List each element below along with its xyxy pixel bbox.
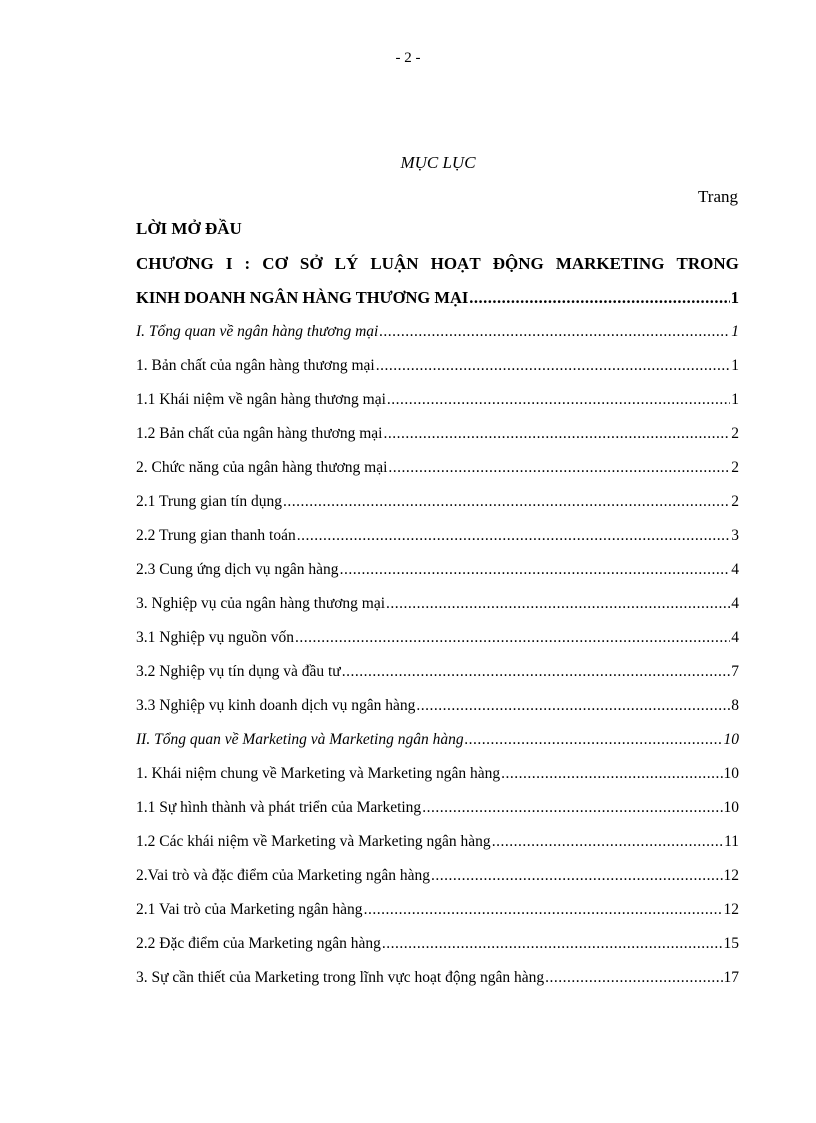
- dot-leader: [501, 764, 722, 784]
- chapter-word: MARKETING: [555, 254, 665, 273]
- toc-entry-text: 2. Chức năng của ngân hàng thương mại: [136, 459, 388, 476]
- toc-entry-page: 17: [723, 969, 739, 986]
- dot-leader: [387, 390, 730, 410]
- toc-entry-page: 12: [723, 901, 739, 918]
- toc-entry-page: 1: [730, 288, 739, 307]
- toc-entry[interactable]: [136, 934, 739, 968]
- toc-entry-page: 7: [731, 663, 739, 680]
- toc-entry[interactable]: [136, 560, 739, 594]
- toc-entry[interactable]: [136, 900, 739, 934]
- toc-entry-page: 15: [723, 935, 739, 952]
- toc-entry-text: 1. Khái niệm chung về Marketing và Marketing ngân hàng: [136, 765, 501, 782]
- chapter-heading-line2[interactable]: [136, 288, 739, 322]
- toc-entry[interactable]: [136, 764, 739, 798]
- toc-entry-text: 2.1 Vai trò của Marketing ngân hàng: [136, 901, 363, 918]
- dot-leader: [545, 968, 722, 988]
- toc-entry-text: 1. Bản chất của ngân hàng thương mại: [136, 357, 375, 374]
- dot-leader: [383, 424, 730, 444]
- toc-entry-page: 4: [731, 595, 739, 612]
- toc-entry-page: 4: [731, 629, 739, 646]
- dot-leader: [386, 594, 730, 614]
- toc-entry[interactable]: [136, 526, 739, 560]
- toc-entry-page: 10: [723, 765, 739, 782]
- dot-leader: [492, 832, 723, 852]
- dot-leader: [364, 900, 723, 920]
- toc-entry-page: 10: [723, 799, 739, 816]
- dot-leader: [431, 866, 723, 886]
- toc-entry-text: 3.1 Nghiệp vụ nguồn vốn: [136, 629, 295, 646]
- toc-entry[interactable]: [136, 458, 739, 492]
- chapter-heading-line1: [136, 254, 739, 288]
- dot-leader: [422, 798, 722, 818]
- toc-entry-text: 2.2 Đặc điểm của Marketing ngân hàng: [136, 935, 381, 952]
- dot-leader: [376, 356, 731, 376]
- chapter-word: CƠ: [262, 254, 288, 273]
- toc-entry-text: 1.2 Bản chất của ngân hàng thương mại: [136, 425, 383, 442]
- toc-entry-text: I. Tổng quan về ngân hàng thương mại: [136, 323, 379, 340]
- toc-entry[interactable]: [136, 866, 739, 900]
- toc-entry[interactable]: [136, 730, 739, 764]
- toc-entry-text: 2.3 Cung ứng dịch vụ ngân hàng: [136, 561, 339, 578]
- toc-title: MỤC LỤC: [400, 153, 476, 172]
- toc-entry[interactable]: [136, 322, 739, 356]
- toc-entry[interactable]: [136, 594, 739, 628]
- dot-leader: [342, 662, 731, 682]
- intro-heading: LỜI MỞ ĐẦU: [136, 219, 242, 238]
- dot-leader: [416, 696, 730, 716]
- toc-entry-page: 4: [731, 561, 739, 578]
- toc-entry-page: 1: [731, 323, 739, 340]
- chapter-word: ĐỘNG: [492, 254, 544, 273]
- chapter-word: HOẠT: [430, 254, 481, 273]
- chapter-word: SỞ: [299, 254, 323, 273]
- toc-entry-page: 2: [731, 459, 739, 476]
- toc-entry-page: 2: [731, 493, 739, 510]
- dot-leader: [295, 628, 730, 648]
- toc-entry[interactable]: [136, 424, 739, 458]
- toc-entry-page: 3: [731, 527, 739, 544]
- toc-entry[interactable]: [136, 492, 739, 526]
- dot-leader: [382, 934, 723, 954]
- dot-leader: [469, 288, 729, 308]
- toc-entry-text: 3.2 Nghiệp vụ tín dụng và đầu tư: [136, 663, 341, 680]
- chapter-word: LUẬN: [370, 254, 419, 273]
- toc-entry-page: 8: [731, 697, 739, 714]
- toc-entry-text: KINH DOANH NGÂN HÀNG THƯƠNG MẠI: [136, 288, 469, 307]
- toc-entry[interactable]: [136, 832, 739, 866]
- toc-entry-text: II. Tổng quan về Marketing và Marketing ngân hàng: [136, 731, 464, 748]
- dot-leader: [340, 560, 731, 580]
- page-number: - 2 -: [395, 50, 421, 66]
- dot-leader: [379, 322, 730, 342]
- toc-entry-page: 1: [731, 391, 739, 408]
- toc-entry-page: 10: [723, 731, 739, 748]
- chapter-word: I: [225, 254, 233, 273]
- toc-entry-text: 1.2 Các khái niệm về Marketing và Marketing ngân hàng: [136, 833, 491, 850]
- toc-entry[interactable]: [136, 390, 739, 424]
- toc-entry-text: 2.1 Trung gian tín dụng: [136, 493, 282, 510]
- dot-leader: [465, 730, 723, 750]
- dot-leader: [283, 492, 730, 512]
- toc-entry[interactable]: [136, 356, 739, 390]
- toc-entry[interactable]: [136, 968, 739, 1002]
- toc-entry-text: 1.1 Sự hình thành và phát triển của Marketing: [136, 799, 422, 816]
- toc-entry-text: 1.1 Khái niệm về ngân hàng thương mại: [136, 391, 386, 408]
- toc-entry[interactable]: [136, 798, 739, 832]
- toc-entry-text: 2.Vai trò và đặc điểm của Marketing ngân hàng: [136, 867, 430, 884]
- toc-entry[interactable]: [136, 628, 739, 662]
- toc-entry-text: 3. Sự cần thiết của Marketing trong lĩnh vực hoạt động ngân hàng: [136, 969, 545, 986]
- chapter-word: TRONG: [676, 254, 739, 273]
- dot-leader: [297, 526, 731, 546]
- toc-entry-text: 3. Nghiệp vụ của ngân hàng thương mại: [136, 595, 386, 612]
- chapter-word: LÝ: [334, 254, 359, 273]
- page-column-label: Trang: [698, 187, 738, 206]
- toc-entries: [136, 322, 739, 1002]
- toc-entry-page: 11: [724, 833, 739, 850]
- chapter-word: :: [244, 254, 251, 273]
- toc-entry-page: 1: [731, 357, 739, 374]
- toc-entry-text: 3.3 Nghiệp vụ kinh doanh dịch vụ ngân hàng: [136, 697, 416, 714]
- toc-entry[interactable]: [136, 662, 739, 696]
- toc-entry-text: 2.2 Trung gian thanh toán: [136, 527, 296, 544]
- chapter-word: CHƯƠNG: [136, 254, 214, 273]
- dot-leader: [388, 458, 730, 478]
- toc-entry-page: 2: [731, 425, 739, 442]
- toc-entry[interactable]: [136, 696, 739, 730]
- table-of-contents: [136, 219, 739, 1002]
- toc-entry-page: 12: [723, 867, 739, 884]
